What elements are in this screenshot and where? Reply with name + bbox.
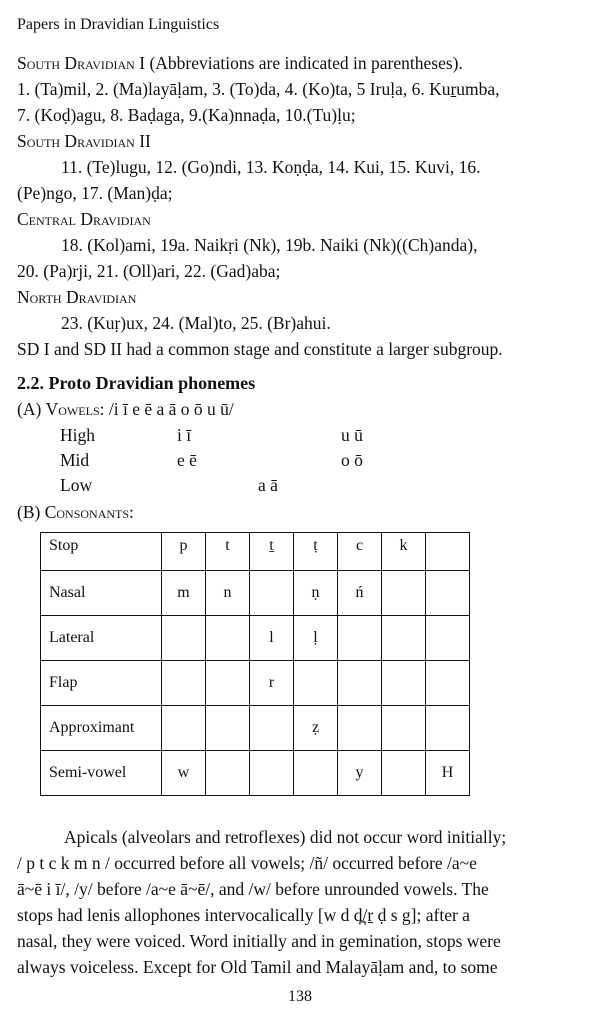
paragraph bbox=[17, 824, 583, 980]
table-row bbox=[41, 616, 470, 661]
row-label: Lateral bbox=[41, 616, 162, 661]
table-cell: p bbox=[162, 533, 206, 571]
row-label: Flap bbox=[41, 661, 162, 706]
page-number: 138 bbox=[288, 988, 312, 1005]
table-cell: c bbox=[338, 533, 382, 571]
table-cell: m bbox=[162, 571, 206, 616]
vowel-row-label: Low bbox=[60, 475, 93, 495]
vowel-central: a ā bbox=[258, 475, 278, 495]
section-heading: 2.2. Proto Dravidian phonemes bbox=[17, 373, 256, 393]
vowel-front: e ē bbox=[177, 450, 197, 470]
table-cell bbox=[426, 661, 470, 706]
table-row bbox=[41, 661, 470, 706]
row-label: Nasal bbox=[41, 571, 162, 616]
vowels-line bbox=[17, 396, 583, 422]
table-cell bbox=[382, 661, 426, 706]
table-cell: ḷ bbox=[294, 616, 338, 661]
paragraph-line: Apicals (alveolars and retroflexes) did not occur word initially; bbox=[64, 827, 507, 847]
cd-line-1: 18. (Kol)ami, 19a. Naikṛi (Nk), 19b. Naiki (Nk)((Ch)anda), bbox=[61, 235, 478, 255]
paragraph-line: always voiceless. Except for Old Tamil and Malayāḷam and, to some bbox=[17, 957, 498, 977]
table-cell bbox=[426, 533, 470, 571]
table-cell bbox=[162, 661, 206, 706]
body-text bbox=[17, 50, 583, 525]
table-cell bbox=[426, 706, 470, 751]
table-cell bbox=[206, 661, 250, 706]
table-cell bbox=[162, 616, 206, 661]
vowel-row-mid bbox=[17, 447, 583, 472]
vowels-list: /i ī e ē a ā o ō u ū/ bbox=[104, 399, 234, 419]
vowel-row-label: Mid bbox=[60, 450, 90, 470]
consonants-caps: Consonants: bbox=[44, 502, 134, 522]
table-cell bbox=[426, 616, 470, 661]
paragraph-line: nasal, they were voiced. Word initially and in gemination, stops were bbox=[17, 931, 501, 951]
sd1-heading-rest: (Abbreviations are indicated in parentheses). bbox=[145, 53, 463, 73]
table-cell bbox=[206, 706, 250, 751]
table-cell: ṯ bbox=[250, 533, 294, 571]
running-head: Papers in Dravidian Linguistics bbox=[17, 16, 220, 33]
table-cell: ṭ bbox=[294, 533, 338, 571]
paragraph-line: stops had lenis allophones intervocalically [w d d̪/ṟ ḍ s g]; after a bbox=[17, 905, 470, 925]
table-cell bbox=[382, 751, 426, 796]
consonant-table bbox=[40, 532, 470, 796]
table-cell bbox=[426, 571, 470, 616]
sd1-heading-line bbox=[17, 50, 583, 76]
subgroup-note: SD I and SD II had a common stage and constitute a larger subgroup. bbox=[17, 339, 503, 359]
table-cell bbox=[338, 706, 382, 751]
table-row bbox=[41, 751, 470, 796]
vowels-label: (A) bbox=[17, 399, 46, 419]
vowel-front: i ī bbox=[177, 425, 192, 445]
table-cell bbox=[250, 571, 294, 616]
table-cell bbox=[338, 616, 382, 661]
vowel-back: u ū bbox=[341, 425, 363, 445]
table-cell: w bbox=[162, 751, 206, 796]
sd2-heading: South Dravidian II bbox=[17, 131, 151, 151]
vowel-row-low bbox=[17, 472, 583, 497]
table-cell: H bbox=[426, 751, 470, 796]
table-cell: n bbox=[206, 571, 250, 616]
table-cell bbox=[382, 706, 426, 751]
sd2-line-1: 11. (Te)lugu, 12. (Go)ndi, 13. Koṇḍa, 14. Kui, 15. Kuvi, 16. bbox=[61, 157, 481, 177]
table-cell bbox=[382, 616, 426, 661]
table-row bbox=[41, 533, 470, 571]
table-cell bbox=[162, 706, 206, 751]
table-cell: ẓ bbox=[294, 706, 338, 751]
table-cell bbox=[294, 751, 338, 796]
table-cell: t bbox=[206, 533, 250, 571]
table-row bbox=[41, 706, 470, 751]
table-cell bbox=[294, 661, 338, 706]
vowel-row-label: High bbox=[60, 425, 95, 445]
vowels-caps: Vowels: bbox=[45, 399, 105, 419]
table-cell bbox=[338, 661, 382, 706]
sd1-line-2: 7. (Koḍ)agu, 8. Baḍaga, 9.(Ka)nnaḍa, 10.(Tu)ḷu; bbox=[17, 105, 356, 125]
consonants-label: (B) bbox=[17, 502, 45, 522]
nd-heading: North Dravidian bbox=[17, 287, 137, 307]
table-row bbox=[41, 571, 470, 616]
table-cell: k bbox=[382, 533, 426, 571]
row-label: Semi-vowel bbox=[41, 751, 162, 796]
vowel-back: o ō bbox=[341, 450, 363, 470]
row-label: Approximant bbox=[41, 706, 162, 751]
table-cell bbox=[206, 616, 250, 661]
table-cell: ṇ bbox=[294, 571, 338, 616]
table-cell bbox=[250, 751, 294, 796]
cd-line-2: 20. (Pa)rji, 21. (Oll)ari, 22. (Gad)aba; bbox=[17, 261, 281, 281]
row-label: Stop bbox=[41, 533, 162, 571]
nd-line-1: 23. (Kuṛ)ux, 24. (Mal)to, 25. (Br)ahui. bbox=[61, 313, 331, 333]
paragraph-line: ā~ē i ī/, /y/ before /a~e ā~ē/, and /w/ before unrounded vowels. The bbox=[17, 879, 489, 899]
sd2-line-2: (Pe)ngo, 17. (Man)ḍa; bbox=[17, 183, 173, 203]
table-cell: y bbox=[338, 751, 382, 796]
table-cell bbox=[206, 751, 250, 796]
table-cell bbox=[250, 706, 294, 751]
cd-heading: Central Dravidian bbox=[17, 209, 151, 229]
vowel-row-high bbox=[17, 422, 583, 447]
table-cell bbox=[382, 571, 426, 616]
sd1-line-1: 1. (Ta)mil, 2. (Ma)layāḷam, 3. (To)da, 4. (Ko)ta, 5 Iruḷa, 6. Kuṟumba, bbox=[17, 79, 500, 99]
consonants-line bbox=[17, 499, 583, 525]
table-cell: ń bbox=[338, 571, 382, 616]
paragraph-line: / p t c k m n / occurred before all vowels; /ñ/ occurred before /a~e bbox=[17, 853, 477, 873]
sd1-heading: South Dravidian I bbox=[17, 53, 146, 73]
table-cell: l bbox=[250, 616, 294, 661]
table-cell: r bbox=[250, 661, 294, 706]
